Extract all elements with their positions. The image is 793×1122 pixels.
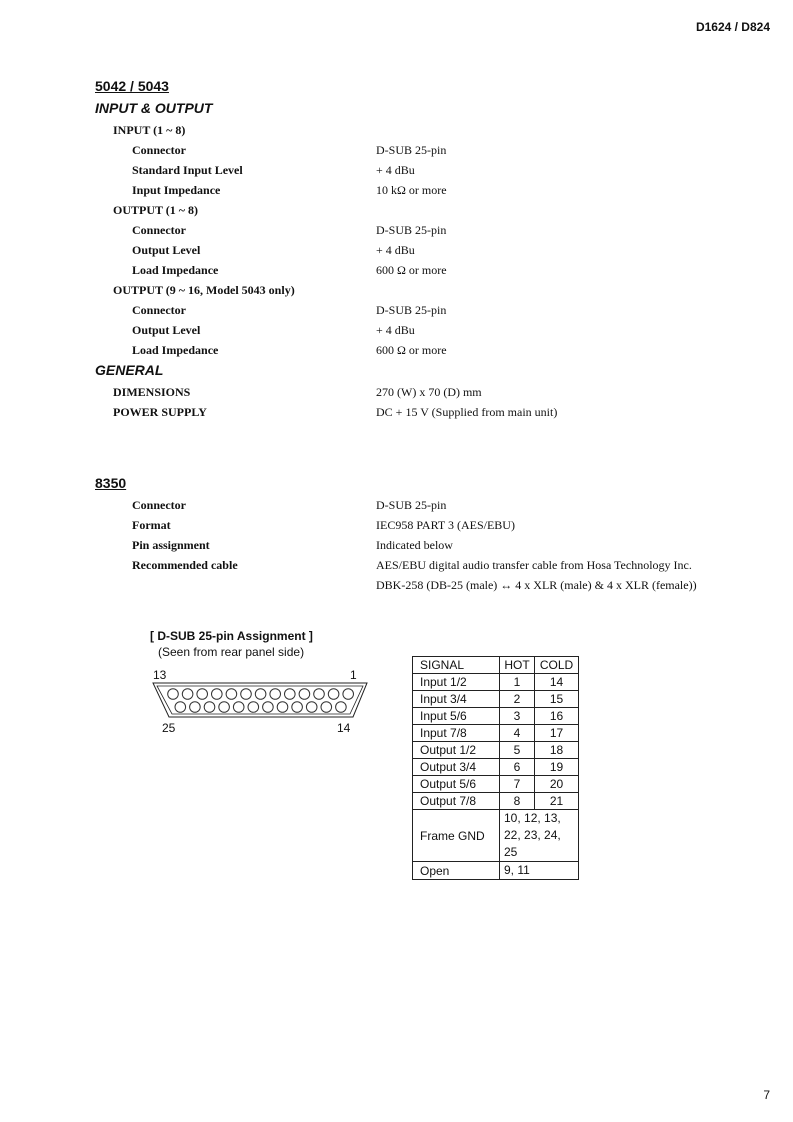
- signal-cell: Input 1/2: [413, 674, 500, 691]
- header-model: D1624 / D824: [695, 20, 770, 34]
- cold-cell: 17: [535, 725, 579, 742]
- output2-header: OUTPUT (9 ~ 16, Model 5043 only): [113, 283, 295, 297]
- spec-value: + 4 dBu: [376, 323, 415, 337]
- dsub-pin: [255, 689, 266, 700]
- output1-header: OUTPUT (1 ~ 8): [113, 203, 199, 217]
- page-number: 7: [763, 1088, 770, 1102]
- dsub-pin: [270, 689, 281, 700]
- spec-value: 270 (W) x 70 (D) mm: [376, 385, 482, 399]
- hot-cell: 5: [500, 742, 535, 759]
- io-title: INPUT & OUTPUT: [95, 100, 213, 116]
- spec-label: Load Impedance: [132, 343, 219, 357]
- spec-value: + 4 dBu: [376, 163, 415, 177]
- table-header-row: [413, 657, 579, 674]
- pin-assignment-table: [412, 656, 579, 880]
- table-row-frame-gnd: [413, 810, 579, 862]
- cold-cell: 15: [535, 691, 579, 708]
- dsub-pin: [219, 702, 230, 713]
- header-cold: COLD: [535, 657, 579, 674]
- spec-label: Output Level: [132, 243, 201, 257]
- spec-label: Standard Input Level: [132, 163, 243, 177]
- cold-cell: 18: [535, 742, 579, 759]
- signal-cell: Output 5/6: [413, 776, 500, 793]
- dsub-pin: [328, 689, 339, 700]
- general-title: GENERAL: [95, 362, 164, 378]
- cold-cell: 16: [535, 708, 579, 725]
- table-row: [413, 759, 579, 776]
- dsub-pin: [336, 702, 347, 713]
- hot-cell: 4: [500, 725, 535, 742]
- frame-gnd-pins: 10, 12, 13, 22, 23, 24, 25: [500, 810, 579, 862]
- hot-cell: 8: [500, 793, 535, 810]
- dsub-pin: [292, 702, 303, 713]
- spec-value: AES/EBU digital audio transfer cable from Hosa Technology Inc.: [376, 558, 692, 572]
- spec-value: D-SUB 25-pin: [376, 498, 447, 512]
- dsub-pin: [277, 702, 288, 713]
- dsub-pin: [212, 689, 223, 700]
- cold-cell: 21: [535, 793, 579, 810]
- dsub-pin: [285, 689, 296, 700]
- open-pins: 9, 11: [500, 862, 579, 880]
- signal-cell: Input 3/4: [413, 691, 500, 708]
- signal-cell: Output 3/4: [413, 759, 500, 776]
- dsub-pin: [343, 689, 354, 700]
- table-row-open: [413, 862, 579, 880]
- dsub-pin: [263, 702, 274, 713]
- table-row: [413, 725, 579, 742]
- dsub-pin: [314, 689, 325, 700]
- spec-label: Output Level: [132, 323, 201, 337]
- spec-value: + 4 dBu: [376, 243, 415, 257]
- pin-label-1: 1: [350, 668, 357, 682]
- spec-label: POWER SUPPLY: [113, 405, 207, 419]
- dsub-pin: [248, 702, 259, 713]
- dsub-pin: [182, 689, 193, 700]
- spec-value: IEC958 PART 3 (AES/EBU): [376, 518, 515, 532]
- dsub-title: [ D-SUB 25-pin Assignment ]: [150, 629, 313, 643]
- spec-value: 600 Ω or more: [376, 263, 447, 277]
- dsub-pin: [204, 702, 215, 713]
- spec-label: Format: [132, 518, 171, 532]
- pin-label-25: 25: [162, 721, 176, 735]
- spec-label: Connector: [132, 223, 186, 237]
- cable-model: DBK-258 (DB-25 (male) ↔ 4 x XLR (male) & 4 x XLR (female)): [376, 578, 697, 592]
- input-header: INPUT (1 ~ 8): [113, 123, 186, 137]
- spec-value: 10 kΩ or more: [376, 183, 447, 197]
- spec-value: D-SUB 25-pin: [376, 223, 447, 237]
- dsub-pin: [299, 689, 310, 700]
- header-signal: SIGNAL: [413, 657, 500, 674]
- hot-cell: 6: [500, 759, 535, 776]
- table-row: [413, 691, 579, 708]
- signal-cell: Frame GND: [413, 810, 500, 862]
- hot-cell: 1: [500, 674, 535, 691]
- dsub-pin: [197, 689, 208, 700]
- pin-label-14: 14: [337, 721, 351, 735]
- dsub-outline: [153, 683, 367, 717]
- spec-label: DIMENSIONS: [113, 385, 191, 399]
- spec-value: Indicated below: [376, 538, 453, 552]
- dsub-pin: [233, 702, 244, 713]
- dsub-pin: [168, 689, 179, 700]
- hot-cell: 2: [500, 691, 535, 708]
- signal-cell: Input 7/8: [413, 725, 500, 742]
- header-hot: HOT: [500, 657, 535, 674]
- cold-cell: 20: [535, 776, 579, 793]
- hot-cell: 7: [500, 776, 535, 793]
- dsub-pin: [321, 702, 332, 713]
- spec-value: DC + 15 V (Supplied from main unit): [376, 405, 558, 419]
- spec-value: D-SUB 25-pin: [376, 303, 447, 317]
- spec-label: Connector: [132, 143, 186, 157]
- spec-label: Pin assignment: [132, 538, 210, 552]
- dsub-connector-diagram: [150, 680, 372, 722]
- table-row: [413, 793, 579, 810]
- signal-cell: Open: [413, 862, 500, 880]
- spec-label: Load Impedance: [132, 263, 219, 277]
- table-row: [413, 708, 579, 725]
- spec-value: 600 Ω or more: [376, 343, 447, 357]
- table-row: [413, 674, 579, 691]
- hot-cell: 3: [500, 708, 535, 725]
- cold-cell: 19: [535, 759, 579, 776]
- signal-cell: Output 1/2: [413, 742, 500, 759]
- dsub-subtitle: (Seen from rear panel side): [158, 645, 305, 659]
- dsub-pin: [241, 689, 252, 700]
- table-row: [413, 742, 579, 759]
- spec-value: D-SUB 25-pin: [376, 143, 447, 157]
- section-title-5042: 5042 / 5043: [95, 78, 169, 94]
- table-row: [413, 776, 579, 793]
- spec-label: Connector: [132, 498, 186, 512]
- dsub-pin: [306, 702, 317, 713]
- section-title-8350: 8350: [95, 475, 127, 491]
- dsub-pin: [226, 689, 237, 700]
- cold-cell: 14: [535, 674, 579, 691]
- pin-label-13: 13: [153, 668, 167, 682]
- spec-label: Connector: [132, 303, 186, 317]
- signal-cell: Input 5/6: [413, 708, 500, 725]
- signal-cell: Output 7/8: [413, 793, 500, 810]
- spec-label: Recommended cable: [132, 558, 238, 572]
- spec-label: Input Impedance: [132, 183, 221, 197]
- dsub-inner-outline: [157, 686, 363, 714]
- dsub-pin: [190, 702, 201, 713]
- dsub-pin: [175, 702, 186, 713]
